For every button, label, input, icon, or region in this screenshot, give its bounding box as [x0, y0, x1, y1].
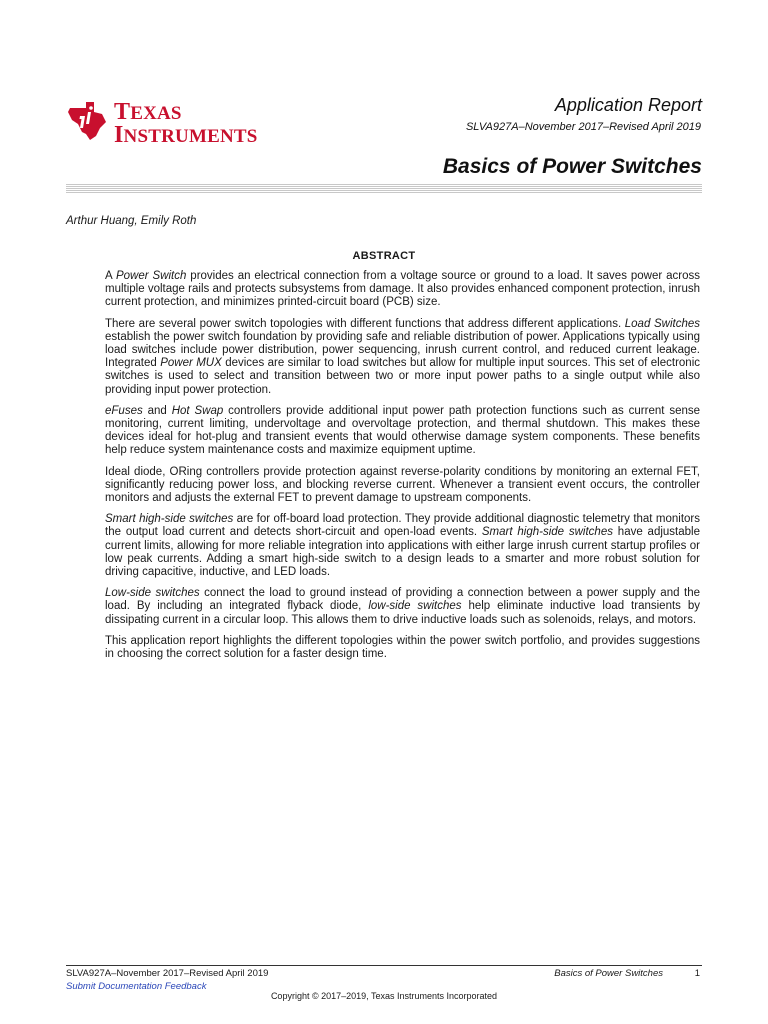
- footer-title: Basics of Power Switches: [554, 968, 663, 979]
- copyright: Copyright © 2017–2019, Texas Instruments Incorporated: [270, 991, 498, 1001]
- ti-logo: [66, 98, 266, 148]
- page-number: 1: [694, 968, 700, 979]
- authors: Arthur Huang, Emily Roth: [66, 215, 197, 227]
- ti-state-logo-icon: [66, 98, 110, 142]
- abstract-paragraph-2: There are several power switch topologies with different functions that address different applications. Load Switches establish the power switch foundation by providing safe and reliable distribution of power. Applications typically using load switches include power distribution, power sequencing, inrush current control, and reduced current leakage. Integrated Power MUX devices are similar to load switches but allow for multiple input sources. This set of electronic switches is used to select and transition between two or more input power paths to a single output while also providing input power protection.: [105, 317, 701, 396]
- abstract-paragraph-4: Ideal diode, ORing controllers provide protection against reverse-polarity conditions by monitoring an external FET, significantly reducing power loss, and blocking reverse current. Whenever a transient event occurs, the controller monitors and adjusts the external FET to prevent damage to upstream components.: [105, 465, 700, 505]
- logo-line2: NSTRUMENTS: [123, 126, 258, 147]
- footer-divider: [66, 965, 702, 966]
- abstract-paragraph-7: This application report highlights the different topologies within the power switch portfolio, and provides suggestions in choosing the correct solution for a faster design time.: [105, 634, 700, 661]
- term-smart-high-side: Smart high-side switches: [105, 513, 234, 526]
- logo-line2-initial: I: [114, 122, 124, 148]
- term-hot-swap: Hot Swap: [171, 404, 224, 417]
- abstract-paragraph-1: A Power Switch provides an electrical connection from a voltage source or ground to a load. It saves power across multiple voltage rails and protects subsystems from damage. It also provides enhanced component protection, inrush current protection, and minimizes printed-circuit board (PCB) size.: [105, 270, 700, 309]
- logo-line1-initial: T: [114, 99, 131, 125]
- footer-doc-id: SLVA927A–November 2017–Revised April 2019: [66, 968, 269, 979]
- abstract-body: [105, 270, 700, 669]
- term-smart-high-side: Smart high-side switches: [481, 526, 613, 539]
- term-load-switches: Load Switches: [624, 317, 700, 330]
- term-low-side: low-side switches: [368, 600, 462, 613]
- abstract-paragraph-5: Smart high-side switches are for off-board load protection. They provide additional diagnostic telemetry that monitors the output load current and detects short-circuit and open-load events. Smart high-side switches have adjustable current limits, allowing for more reliable integration into applications with either large inrush current startup profiles or low peak currents. Adding a smart high-side switch to a design leads to a smarter and more robust solution for driving capacitive, inductive, and LED loads.: [105, 513, 700, 579]
- abstract-paragraph-6: Low-side switches connect the load to ground instead of providing a connection between a power supply and the load. By including an integrated flyback diode, low-side switches help eliminate inductive load transients by dissipating current in a circular loop. This allows them to drive inductive loads such as solenoids, relays, and motors.: [105, 587, 700, 626]
- submit-feedback-link[interactable]: Submit Documentation Feedback: [66, 981, 207, 992]
- term-power-mux: Power MUX: [160, 357, 222, 370]
- logo-line1: EXAS: [130, 103, 182, 124]
- term-efuses: eFuses: [105, 404, 143, 417]
- term-low-side: Low-side switches: [105, 587, 200, 600]
- report-type-label: Application Report: [554, 95, 702, 115]
- abstract-paragraph-3: eFuses and Hot Swap controllers provide additional input power path protection functions such as current sense monitoring, current limiting, undervoltage and overvoltage protection, and thermal shutdown. This makes these devices ideal for hot-plug and transient events that would otherwise damage system components. These benefits help reduce system maintenance costs and maximize equipment uptime.: [105, 404, 701, 457]
- logo-wordmark: [114, 99, 258, 148]
- document-title: Basics of Power Switches: [442, 155, 702, 178]
- header-divider: [66, 184, 702, 194]
- abstract-heading: ABSTRACT: [352, 250, 416, 262]
- report-id: SLVA927A–November 2017–Revised April 2019: [465, 121, 701, 133]
- term-power-switch: Power Switch: [115, 270, 187, 282]
